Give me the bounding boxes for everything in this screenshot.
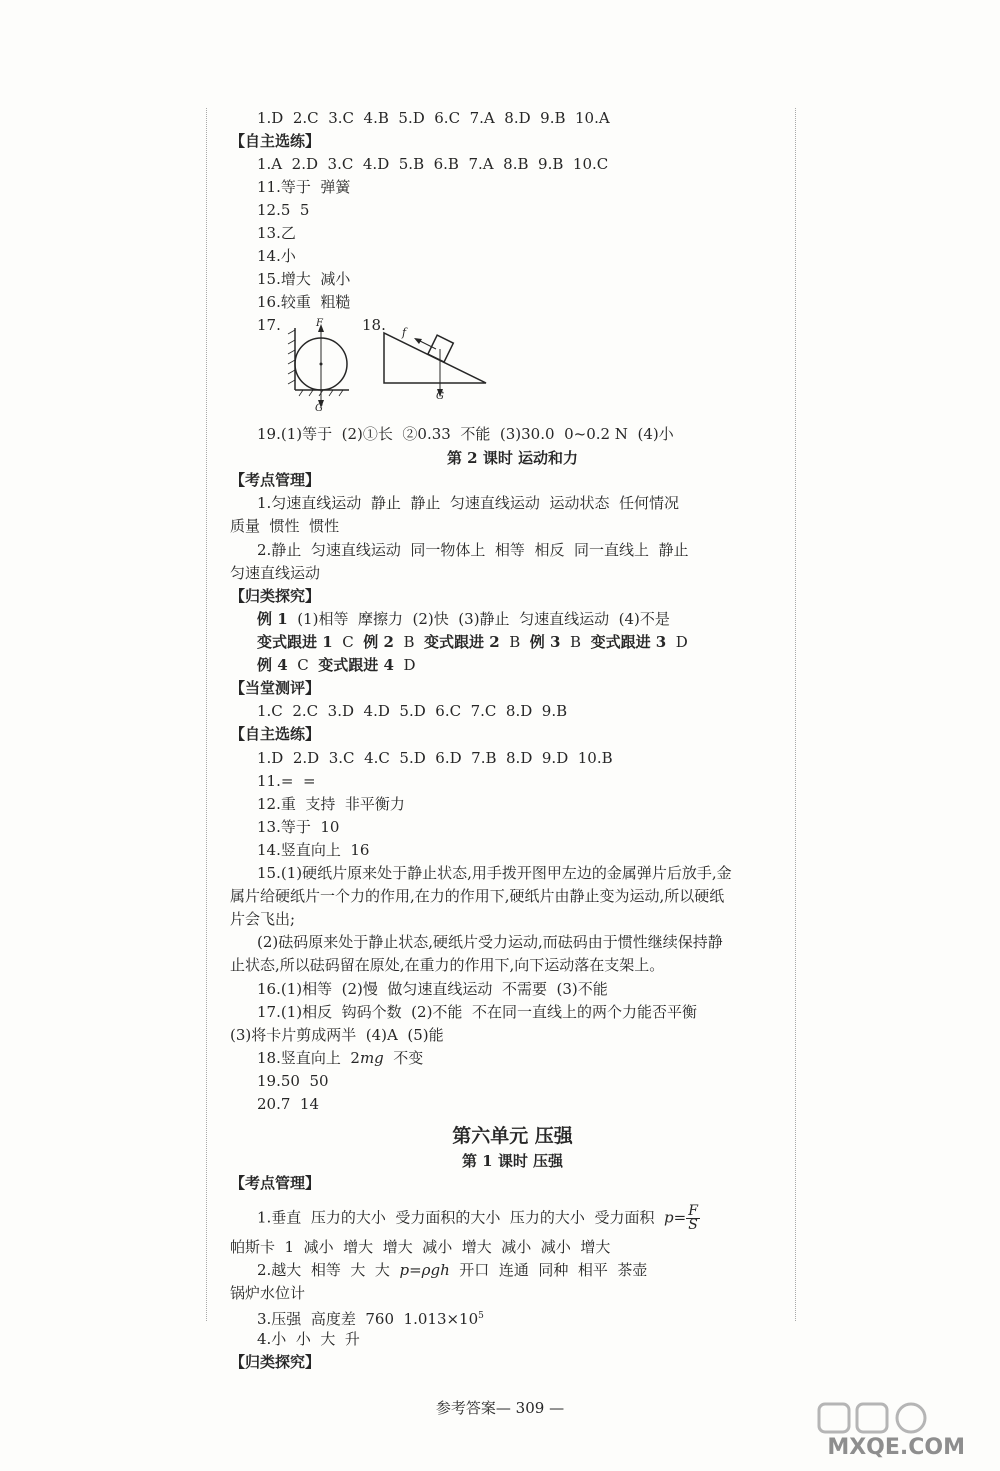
math-symbol: p (399, 1261, 410, 1279)
answer-line: 20.7 14 (257, 1095, 320, 1113)
answer-line: 匀速直线运动 (230, 564, 321, 582)
example-label: 例 2 (363, 633, 394, 651)
answer-line: 16.(1)相等 (2)慢 做匀速直线运动 不需要 (3)不能 (257, 980, 608, 998)
exponent: 5 (478, 1311, 484, 1321)
answer-line: 14.竖直向上 16 (257, 841, 370, 859)
answer-line: 17.(1)相反 钩码个数 (2)不能 不在同一直线上的两个力能否平衡 (257, 1003, 697, 1021)
left-margin-rule (206, 108, 207, 1321)
fraction-numerator: F (688, 1203, 698, 1219)
answer-line: 15.(1)硬纸片原来处于静止状态,用手拨开图甲左边的金属弹片后放手,金 (257, 864, 732, 882)
answer-line: 片会飞出; (230, 910, 296, 928)
answer-line: 1.D 2.D 3.C 4.C 5.D 6.D 7.B 8.D 9.D 10.B (257, 749, 613, 767)
answer-line: 质量 惯性 惯性 (230, 517, 340, 535)
answer-line (257, 1260, 647, 1280)
example-answer: B (560, 633, 591, 651)
answer-line: (3)将卡片剪成两半 (4)A (5)能 (230, 1026, 444, 1044)
follow-up-label: 变式跟进 4 (318, 656, 394, 674)
lesson-title: 第 1 课时 压强 (461, 1152, 564, 1170)
follow-up-answer: D (666, 633, 688, 651)
unit-title: 第六单元 压强 (452, 1125, 573, 1147)
answer-line: 12.重 支持 非平衡力 (257, 795, 405, 813)
math-symbol: = (673, 1208, 687, 1227)
example-label: 例 1 (257, 610, 288, 628)
answer-line: 4.小 小 大 升 (257, 1330, 360, 1348)
fraction-denominator: S (688, 1217, 698, 1233)
answer-line: 16.较重 粗糙 (257, 293, 351, 311)
answer-line: 属片给硬纸片一个力的作用,在力的作用下,硬纸片由静止变为运动,所以硬纸 (230, 887, 725, 905)
answer-line: 锅炉水位计 (230, 1284, 306, 1302)
answer-text: 3.压强 高度差 760 1.013×10 (257, 1310, 479, 1328)
force-label-G: G (436, 391, 444, 402)
answer-text: 18.竖直向上 2 (257, 1049, 360, 1067)
answer-line: 12.5 5 (257, 201, 310, 219)
watermark-logo-icon (815, 1400, 935, 1436)
section-header: 【考点管理】 (230, 1174, 321, 1192)
example-line (257, 609, 670, 629)
example-line (257, 655, 415, 675)
answer-line (257, 1306, 484, 1329)
answer-line: 19.(1)等于 (2)①长 ②0.33 不能 (3)30.0 0~0.2 N (4)小 (257, 425, 674, 443)
section-header: 【自主选练】 (230, 132, 321, 150)
follow-up-label: 变式跟进 2 (424, 633, 500, 651)
answer-text: 开口 连通 同种 相平 茶壶 (449, 1261, 648, 1279)
math-symbol: = (409, 1261, 422, 1279)
math-symbol: mg (359, 1049, 384, 1067)
figure-label-18: 18. (362, 316, 386, 334)
pressure-formula-fraction (686, 1205, 700, 1232)
example-line (257, 632, 688, 652)
answer-line: 11.等于 弹簧 (257, 178, 351, 196)
force-label-F: F (316, 318, 323, 329)
force-label-G: G (315, 403, 323, 414)
follow-up-answer: D (393, 656, 416, 674)
answer-line: 15.增大 减小 (257, 270, 351, 288)
answer-line (257, 1048, 423, 1068)
follow-up-answer: C (332, 633, 364, 651)
math-symbol: p (664, 1208, 674, 1227)
math-symbol: ρgh (421, 1261, 450, 1279)
lesson-title: 第 2 课时 运动和力 (446, 449, 579, 467)
section-header: 【考点管理】 (230, 471, 321, 489)
page-footer: 参考答案— 309 — (435, 1399, 565, 1417)
answer-line: 止状态,所以砝码留在原处,在重力的作用下,向下运动落在支架上。 (230, 956, 665, 974)
section-header: 【归类探究】 (230, 587, 321, 605)
right-margin-rule (795, 108, 796, 1321)
section-header: 【当堂测评】 (230, 679, 321, 697)
answer-line: 13.乙 (257, 224, 296, 242)
answer-line: 19.50 50 (257, 1072, 329, 1090)
answer-line: 1.匀速直线运动 静止 静止 匀速直线运动 运动状态 任何情况 (257, 494, 679, 512)
answer-line: 13.等于 10 (257, 818, 340, 836)
example-label: 例 4 (257, 656, 288, 674)
answer-text: 不变 (383, 1049, 424, 1067)
follow-up-label: 变式跟进 1 (257, 633, 333, 651)
answer-line: 14.小 (257, 247, 296, 265)
site-watermark (815, 1400, 965, 1460)
answer-line: 1.A 2.D 3.C 4.D 5.B 6.B 7.A 8.B 9.B 10.C (257, 155, 609, 173)
section-header: 【归类探究】 (230, 1353, 321, 1371)
answer-line: 帕斯卡 1 减小 增大 增大 减小 增大 减小 减小 增大 (230, 1238, 611, 1256)
follow-up-label: 变式跟进 3 (590, 633, 667, 651)
answer-line: 1.D 2.C 3.C 4.B 5.D 6.C 7.A 8.D 9.B 10.A (257, 109, 610, 127)
example-answer: C (287, 656, 319, 674)
figure-label-17: 17. (257, 316, 281, 334)
section-header: 【自主选练】 (230, 725, 321, 743)
answer-line: 11.= = (257, 772, 316, 790)
follow-up-answer: B (499, 633, 530, 651)
example-answer: (1)相等 摩擦力 (2)快 (3)静止 匀速直线运动 (4)不是 (287, 610, 670, 628)
answer-line: (2)砝码原来处于静止状态,硬纸片受力运动,而砝码由于惯性继续保持静 (257, 933, 723, 951)
example-label: 例 3 (529, 633, 561, 651)
answer-line: 1.C 2.C 3.D 4.D 5.D 6.C 7.C 8.D 9.B (257, 702, 568, 720)
force-label-f: f (402, 326, 407, 339)
example-answer: B (393, 633, 425, 651)
answer-line: 2.静止 匀速直线运动 同一物体上 相等 相反 同一直线上 静止 (257, 541, 689, 559)
answer-text: 2.越大 相等 大 大 (257, 1261, 400, 1279)
answer-line (257, 1205, 700, 1232)
watermark-text: MXQE.COM (827, 1435, 965, 1460)
answer-text: 1.垂直 压力的大小 受力面积的大小 压力的大小 受力面积 (257, 1208, 664, 1227)
